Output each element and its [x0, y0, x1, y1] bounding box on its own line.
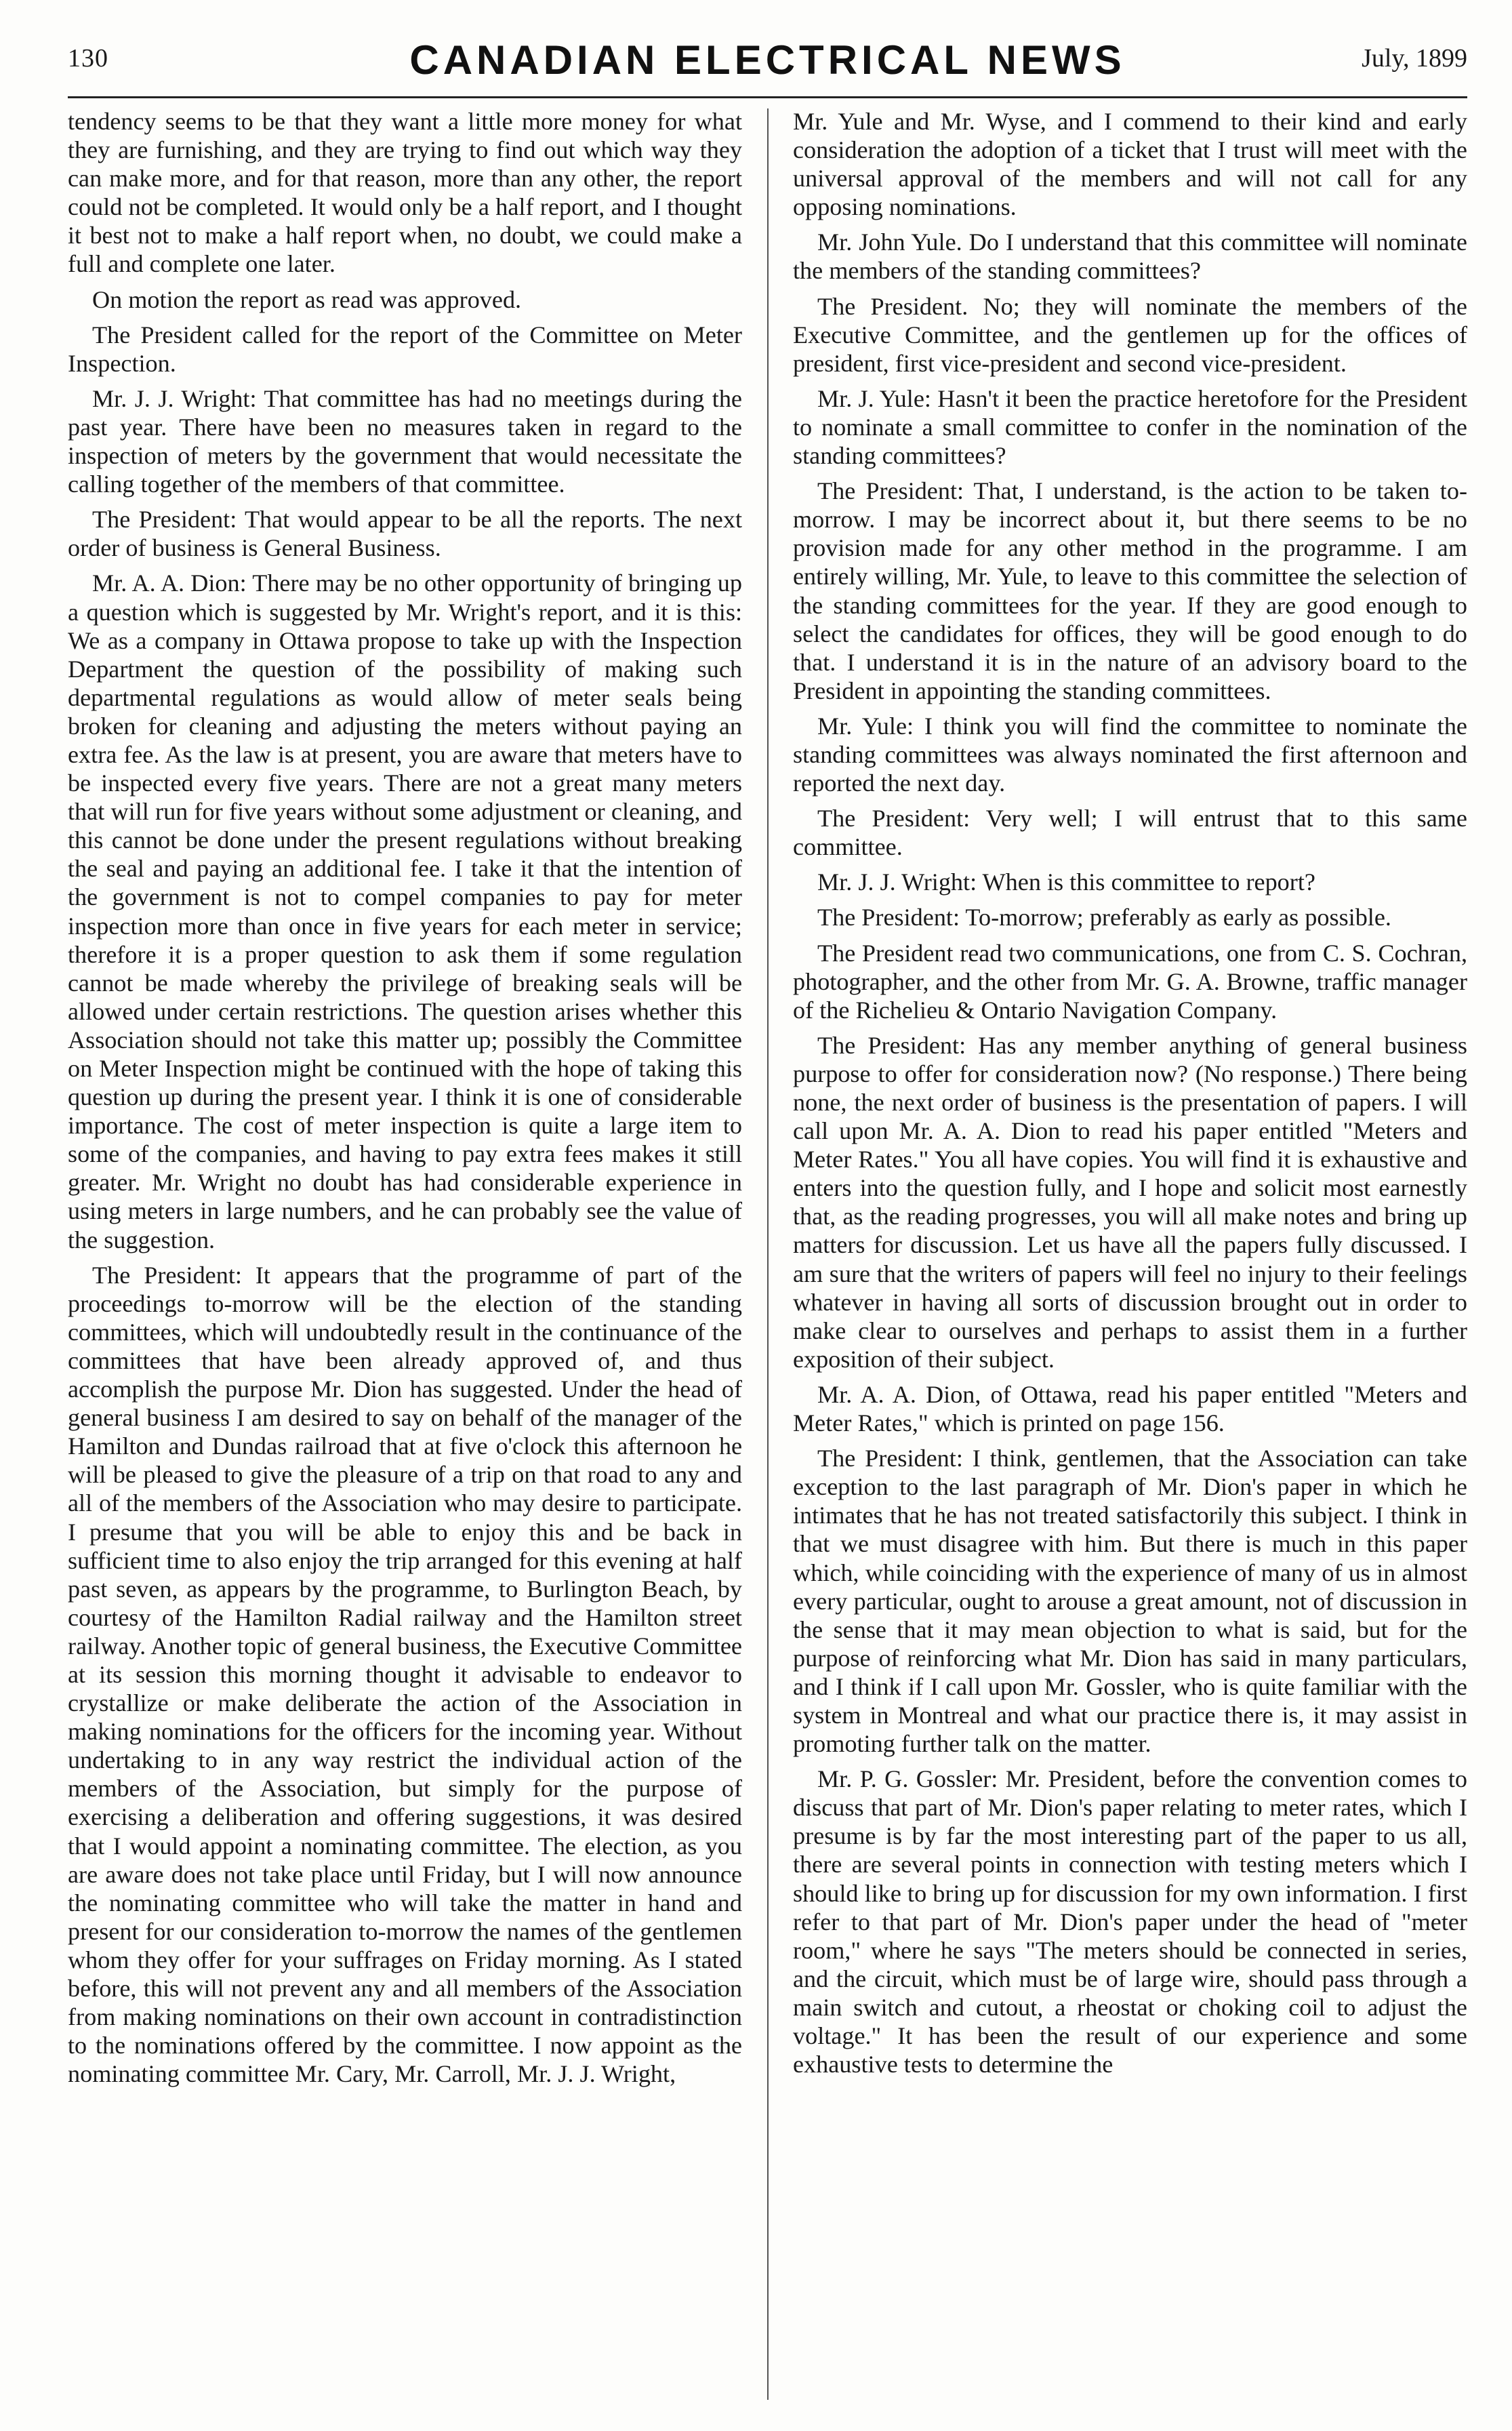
- paragraph: The President called for the report of the Committee on Meter Inspection.: [68, 321, 742, 377]
- paragraph: Mr. A. A. Dion, of Ottawa, read his paper entitled "Meters and Meter Rates," which is printed on page 156.: [793, 1380, 1467, 1437]
- paragraph: Mr. J. J. Wright: When is this committee to report?: [817, 868, 1315, 896]
- paragraph: Mr. J. J. Wright: That committee has had no meetings during the past year. There have been no measures taken in regard to the inspection of meters by the government that would necessitate the calling together of the members of that committee.: [68, 384, 742, 498]
- paragraph: The President: I think, gentlemen, that the Association can take exception to the last paragraph of Mr. Dion's paper in which he intimates that he has not treated satisfactorily this subject. I think in that we must disagree with him. But there is much in this paper which, while coinciding with the experience of many of us in almost every particular, ought to arouse a great amount, not of discussion in the sense that it may mean objection to what is said, but for the purpose of reinforcing what Mr. Dion has said in many particulars, and I think if I call upon Mr. Gossler, who is quite familiar with the system in Montreal and what our practice there is, it may assist in promoting further talk on the matter.: [793, 1445, 1467, 1758]
- journal-title: CANADIAN ELECTRICAL NEWS: [409, 37, 1126, 83]
- page-number: 130: [68, 44, 108, 73]
- header-rule: [68, 96, 1467, 98]
- paragraph: Mr. John Yule. Do I understand that this committee will nominate the members of the standing committees?: [793, 228, 1467, 285]
- left-column: [68, 107, 742, 2398]
- paragraph: The President read two communications, one from C. S. Cochran, photographer, and the other from Mr. G. A. Browne, traffic manager of the Richelieu & Ontario Navigation Company.: [793, 939, 1467, 1024]
- paragraph: The President: That, I understand, is the action to be taken to-morrow. I may be incorrect about it, but there seems to be no provision made for any other method in the programme. I am entirely willing, Mr. Yule, to leave to this committee the selection of the standing committees for the year. If they are good enough to select the candidates for offices, they will be good enough to do that. I understand it is in the nature of an advisory board to the President in appointing the standing committees.: [793, 477, 1467, 704]
- paragraph: The President: That would appear to be all the reports. The next order of business is General Business.: [68, 506, 742, 562]
- paragraph: The President: Has any member anything of general business purpose to offer for consideration now? (No response.) There being none, the next order of business is the presentation of papers. I will call upon Mr. A. A. Dion to read his paper entitled "Meters and Meter Rates." You all have copies. You will find it is exhaustive and enters into the question fully, and I hope and solicit most earnestly that, as the reading progresses, you will all make notes and bring up matters for discussion. Let us have all the papers fully discussed. I am sure that the writers of papers will feel no injury to their feelings whatever in having all sorts of discussion brought out in order to make clear to ourselves and perhaps to assist them in a further exposition of their subject.: [793, 1031, 1467, 1373]
- paragraph: Mr. Yule and Mr. Wyse, and I commend to their kind and early consideration the adoption of a ticket that I trust will meet with the universal approval of the members and will not call for any opposing nominations.: [793, 108, 1467, 221]
- column-divider: [767, 108, 769, 2400]
- right-column: [793, 107, 1467, 2398]
- paragraph: tendency seems to be that they want a little more money for what they are furnishing, and they are trying to find out which way they can make more, and for that reason, more than any other, the report could not be completed. It would only be a half report, and I thought it best not to make a half report when, no doubt, we could make a full and complete one later.: [68, 108, 742, 278]
- paragraph: Mr. Yule: I think you will find the committee to nominate the standing committees was always nominated the first afternoon and reported the next day.: [793, 712, 1467, 797]
- paragraph: Mr. J. Yule: Hasn't it been the practice heretofore for the President to nominate a small committee to confer in the nomination of the standing committees?: [793, 384, 1467, 470]
- paragraph: The President. No; they will nominate the members of the Executive Committee, and the gentlemen up for the offices of president, first vice-president and second vice-president.: [793, 292, 1467, 377]
- paragraph: Mr. A. A. Dion: There may be no other opportunity of bringing up a question which is suggested by Mr. Wright's report, and it is this: We as a company in Ottawa propose to take up with the Inspection Department the question of the possibility of making such departmental regulations as would allow of meter seals being broken for cleaning and adjusting the meters without paying an extra fee. As the law is at present, you are aware that meters have to be inspected every five years. There are not a great many meters that will run for five years without some adjustment or cleaning, and this cannot be done under the present regulations without breaking the seal and paying an additional fee. I take it that the intention of the government is not to compel companies to pay for meter inspection more than once in five years for each meter in service; therefore it is a proper question to ask them if some regulation cannot be made whereby the privilege of breaking seals will be allowed under certain restrictions. The question arises whether this Association should not take this matter up; possibly the Committee on Meter Inspection might be continued with the hope of taking this question up during the present year. I think it is one of considerable importance. The cost of meter inspection is quite a large item to some of the companies, and having to pay extra fees makes it still greater. Mr. Wright no doubt has had considerable experience in using meters in large numbers, and he can probably see the value of the suggestion.: [68, 569, 742, 1253]
- paragraph: On motion the report as read was approved.: [92, 285, 522, 313]
- paragraph: Mr. P. G. Gossler: Mr. President, before the convention comes to discuss that part of Mr. Dion's paper relating to meter rates, which I presume is by far the most interesting part of the paper to us all, there are several points in connection with testing meters which I should like to bring up for discussion for my own information. I first refer to that part of Mr. Dion's paper under the head of "meter room," where he says "The meters should be connected in series, and the circuit, which must be of large wire, should pass through a main switch and cutout, a rheostat or choking coil to adjust the voltage." It has been the result of our experience and some exhaustive tests to determine the: [793, 1765, 1467, 2078]
- paragraph: The President: It appears that the programme of part of the proceedings to-morrow will be the election of the standing committees, which will undoubtedly result in the continuance of the committees that have been already approved of, and thus accomplish the purpose Mr. Dion has suggested. Under the head of general business I am desired to say on behalf of the manager of the Hamilton and Dundas railroad that at five o'clock this afternoon he will be pleased to give the pleasure of a trip on that road to any and all of the members of the Association who may desire to participate. I presume that you will be able to enjoy this and be back in sufficient time to also enjoy the trip arranged for this evening at half past seven, as appears by the programme, to Burlington Beach, by courtesy of the Hamilton Radial railway and the Hamilton street railway. Another topic of general business, the Executive Committee at its session this morning thought it advisable to endeavor to crystallize or make deliberate the action of the Association in making nominations for the officers for the incoming year. Without undertaking to in any way restrict the individual action of the members of the Association, but simply for the purpose of exercising a deliberation and offering suggestions, it was desired that I would appoint a nominating committee. The election, as you are aware does not take place until Friday, but I will now announce the nominating committee who will take the matter in hand and present for our consideration to-morrow the names of the gentlemen whom they offer for your suffrages on Friday morning. As I stated before, this will not prevent any and all members of the Association from making nominations on their own account in contradistinction to the nominations offered by the committee. I now appoint as the nominating committee Mr. Cary, Mr. Carroll, Mr. J. J. Wright,: [68, 1261, 742, 2088]
- issue-date: July, 1899: [1362, 44, 1467, 73]
- paragraph: The President: To-morrow; preferably as early as possible.: [817, 904, 1391, 931]
- paragraph: The President: Very well; I will entrust that to this same committee.: [793, 805, 1467, 861]
- page-header: [68, 34, 1467, 89]
